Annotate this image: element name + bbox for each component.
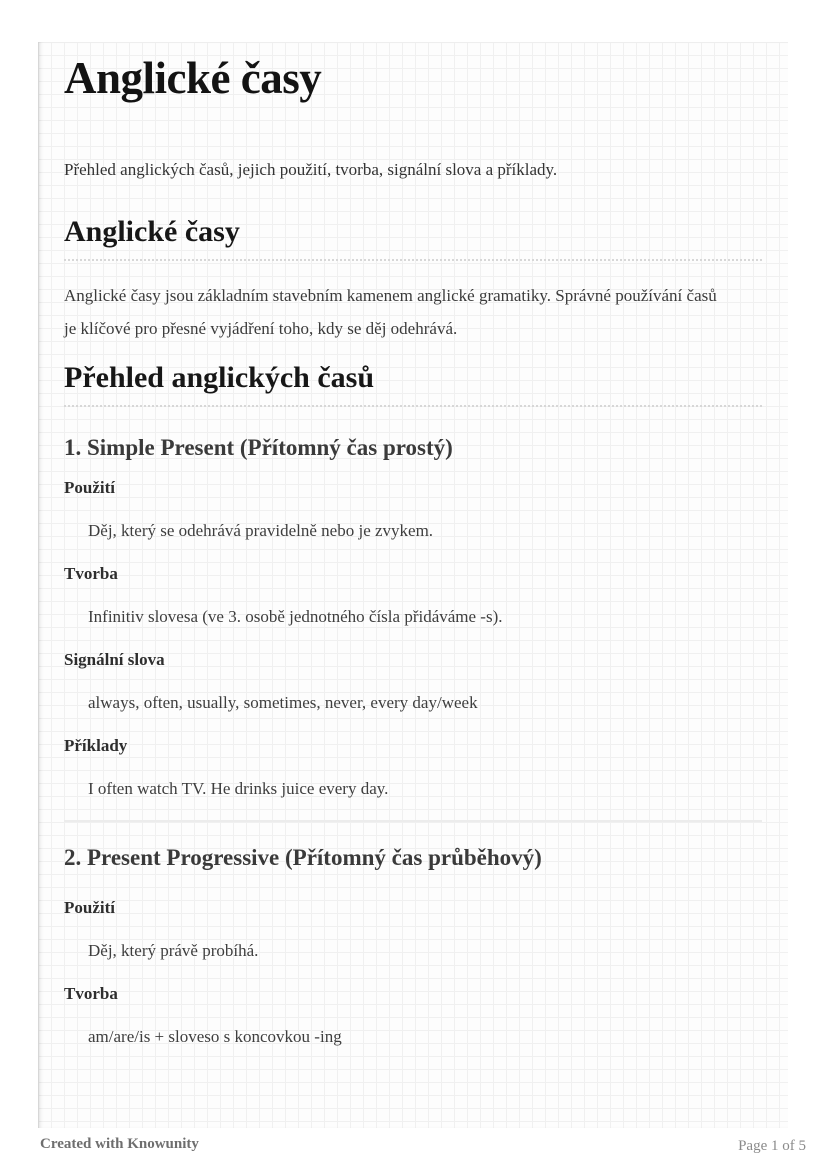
- field-label-signalni-slova: Signální slova: [64, 650, 165, 669]
- section-2-heading: 2. Present Progressive (Přítomný čas průběhový): [64, 845, 542, 870]
- field-value-signalni-slova: always, often, usually, sometimes, never, every day/week: [88, 693, 478, 712]
- document-subtitle: Přehled anglických časů, jejich použití, tvorba, signální slova a příklady.: [64, 160, 558, 179]
- field-value-pouziti: Děj, který se odehrává pravidelně nebo je zvykem.: [88, 521, 434, 540]
- field-label-pouziti-2: Použití: [64, 898, 115, 917]
- notebook-paper: [38, 42, 788, 1128]
- field-label-priklady: Příklady: [64, 736, 128, 755]
- field-value-priklady: I often watch TV. He drinks juice every day.: [88, 779, 389, 798]
- section-divider: [64, 820, 762, 822]
- document-title: Anglické časy: [64, 53, 322, 103]
- field-label-pouziti: Použití: [64, 478, 115, 497]
- intro-heading: Anglické časy: [64, 214, 762, 261]
- overview-heading: Přehled anglických časů: [64, 360, 762, 407]
- field-value-tvorba-2: am/are/is + sloveso s koncovkou -ing: [88, 1027, 342, 1046]
- field-value-pouziti-2: Děj, který právě probíhá.: [88, 941, 259, 960]
- page-indicator: Page 1 of 5: [738, 1138, 806, 1154]
- intro-paragraph: Anglické časy jsou základním stavebním kamenem anglické gramatiky. Správné používání časů je klíčové pro přesné vyjádření toho, kdy se děj odehrává.: [64, 286, 717, 338]
- field-label-tvorba-2: Tvorba: [64, 984, 118, 1003]
- field-value-tvorba: Infinitiv slovesa (ve 3. osobě jednotného čísla přidáváme -s).: [88, 607, 503, 626]
- section-1-heading: 1. Simple Present (Přítomný čas prostý): [64, 435, 453, 460]
- field-label-tvorba: Tvorba: [64, 564, 118, 583]
- footer-credit: Created with Knowunity: [40, 1136, 199, 1152]
